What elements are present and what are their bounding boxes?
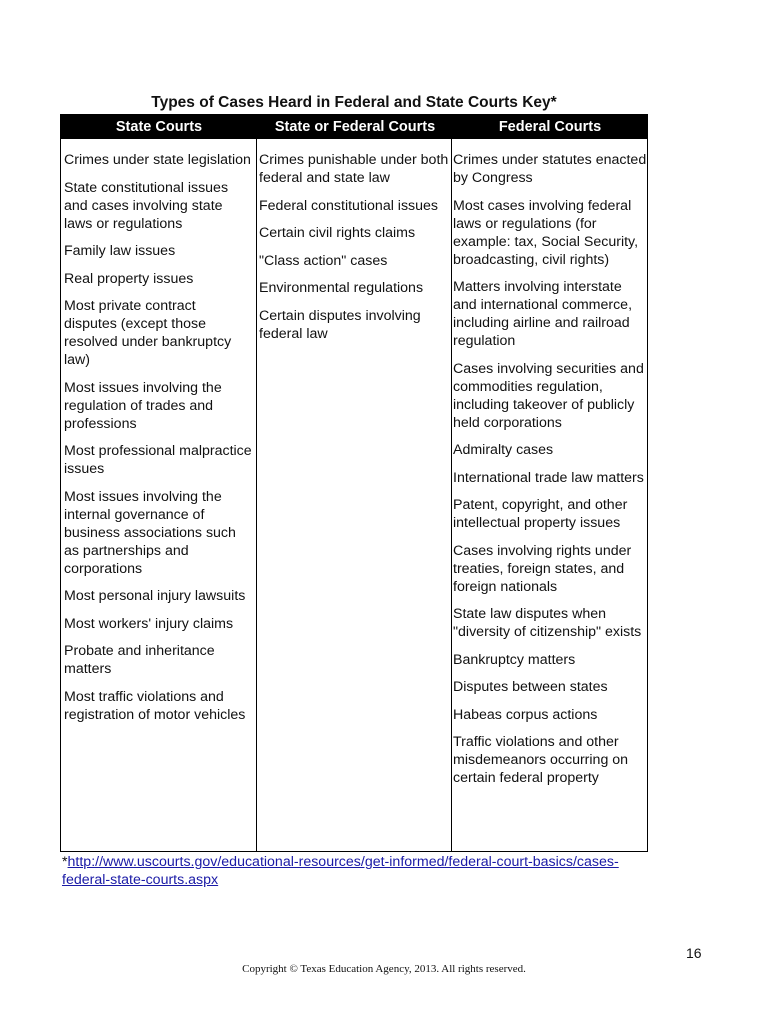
- copyright-notice: Copyright © Texas Education Agency, 2013. All rights reserved.: [242, 963, 526, 975]
- case-type-item: Patent, copyright, and other intellectual property issues: [453, 497, 628, 531]
- state-courts-column: [64, 151, 252, 733]
- footnote-marker: *: [62, 854, 68, 870]
- case-type-item: Cases involving securities and commodities regulation, including takeover of publicly held corporations: [453, 360, 644, 431]
- footnote: [62, 853, 662, 889]
- header-state-or-federal-courts: State or Federal Courts: [274, 119, 436, 135]
- case-type-item: Most cases involving federal laws or regulations (for example: tax, Social Security, broadcasting, civil rights): [453, 197, 639, 268]
- case-type-item: Most traffic violations and registration of motor vehicles: [64, 688, 246, 723]
- table-header-row: [61, 115, 647, 139]
- header-federal-courts: Federal Courts: [498, 119, 602, 135]
- case-type-item: Most workers' injury claims: [64, 615, 234, 632]
- case-type-item: Most professional malpractice issues: [64, 443, 252, 477]
- case-type-item: "Class action" cases: [259, 252, 388, 269]
- case-type-item: Crimes under state legislation: [64, 152, 251, 168]
- case-type-item: Most private contract disputes (except those resolved under bankruptcy law): [64, 298, 232, 368]
- page-number: 16: [686, 945, 702, 961]
- case-type-item: Bankruptcy matters: [453, 651, 576, 668]
- case-type-item: International trade law matters: [453, 469, 644, 486]
- case-type-item: Real property issues: [64, 270, 194, 287]
- case-type-item: Admiralty cases: [453, 442, 554, 458]
- case-type-item: Probate and inheritance matters: [64, 643, 215, 677]
- case-type-item: Environmental regulations: [259, 280, 424, 296]
- case-type-item: Federal constitutional issues: [259, 197, 439, 214]
- case-type-item: Cases involving rights under treaties, foreign states, and foreign nationals: [453, 542, 632, 595]
- column-divider: [256, 139, 257, 851]
- case-type-item: Most personal injury lawsuits: [64, 588, 246, 604]
- court-cases-table: [60, 114, 648, 852]
- case-type-item: Family law issues: [64, 243, 176, 259]
- column-divider: [451, 139, 452, 851]
- case-type-item: Crimes under statutes enacted by Congress: [453, 152, 647, 186]
- case-type-item: State law disputes when "diversity of citizenship" exists: [453, 606, 642, 640]
- case-type-item: Traffic violations and other misdemeanors occurring on certain federal property: [453, 734, 629, 786]
- page-title: Types of Cases Heard in Federal and State Courts Key*: [151, 94, 557, 111]
- source-link[interactable]: http://www.uscourts.gov/educational-resources/get-informed/federal-court-basics/cases-federal-state-courts.aspx: [62, 854, 619, 888]
- federal-courts-column: [453, 151, 647, 797]
- header-state-courts: State Courts: [115, 119, 203, 135]
- case-type-item: Most issues involving the regulation of trades and professions: [64, 379, 222, 432]
- case-type-item: Most issues involving the internal governance of business associations such as partnerships and corporations: [64, 488, 236, 577]
- case-type-item: Crimes punishable under both federal and state law: [259, 152, 449, 186]
- case-type-item: Habeas corpus actions: [453, 706, 598, 723]
- case-type-item: Matters involving interstate and international commerce, including airline and railroad regulation: [453, 279, 633, 349]
- case-type-item: Certain disputes involving federal law: [259, 307, 421, 342]
- case-type-item: Disputes between states: [453, 679, 608, 695]
- case-type-item: State constitutional issues and cases involving state laws or regulations: [64, 179, 229, 232]
- state-or-federal-courts-column: [259, 151, 449, 352]
- case-type-item: Certain civil rights claims: [259, 225, 416, 241]
